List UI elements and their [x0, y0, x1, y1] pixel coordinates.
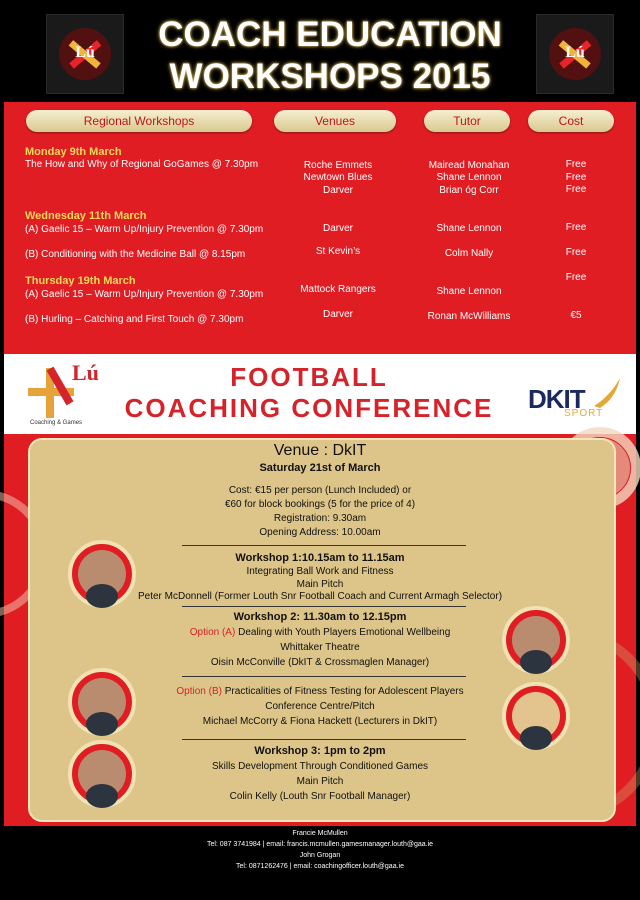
workshop-1-speaker: Peter McDonnell (Former Louth Snr Football Coach and Current Armagh Selector) — [137, 591, 503, 602]
speaker-avatar — [512, 616, 560, 664]
workshop-3-topic: Skills Development Through Conditioned Games — [211, 761, 429, 772]
venue-cell: Mattock Rangers — [300, 284, 376, 295]
speaker-photo-peter-mcdonnell — [68, 540, 136, 608]
svg-text:Lú: Lú — [75, 44, 95, 61]
tutor-cell: Shane Lennon — [436, 223, 502, 234]
speaker-photo-colin-kelly — [68, 740, 136, 808]
workshop-1-topic: Integrating Ball Work and Fitness — [246, 566, 394, 577]
cost-cell: Free — [565, 184, 587, 195]
venue-cell: Newtown Blues — [303, 172, 373, 183]
header — [0, 0, 640, 102]
divider — [182, 676, 466, 677]
dkit-swoosh-icon — [590, 376, 626, 410]
divider — [182, 606, 466, 607]
date-heading: Monday 9th March — [25, 146, 122, 158]
tutor-cell: Shane Lennon — [436, 172, 502, 183]
cost-line-2: €60 for block bookings (5 for the price of 4) — [224, 499, 416, 510]
contact-2-name: John Grogan — [299, 852, 341, 859]
opening-address-time: Opening Address: 10.00am — [259, 527, 381, 538]
venue-cell: Roche Emmets — [303, 160, 373, 171]
column-header-workshops: Regional Workshops — [26, 110, 252, 132]
speaker-avatar — [78, 678, 126, 726]
venue-cell: Darver — [322, 223, 353, 234]
conference-title-line-1: FOOTBALL — [230, 362, 388, 392]
contact-1-name: Francie McMullen — [292, 830, 348, 837]
dkit-sport-text: SPORT — [564, 408, 604, 419]
option-a-label: Option (A) — [189, 627, 236, 638]
speaker-photo-oisin-mcconville — [502, 606, 570, 674]
workshop-2a-location: Whittaker Theatre — [280, 642, 360, 653]
conference-title-line-2: COACHING CONFERENCE — [124, 393, 494, 423]
workshop-item: (A) Gaelic 15 – Warm Up/Injury Prevention @ 7.30pm — [25, 224, 264, 235]
lu-logo-right — [536, 14, 614, 94]
page-title — [130, 14, 530, 98]
workshop-3-speaker: Colin Kelly (Louth Snr Football Manager) — [229, 791, 411, 802]
column-header-cost: Cost — [528, 110, 614, 132]
conference-title — [114, 362, 504, 424]
conference-venue: Venue : DkIT — [273, 442, 367, 459]
workshop-item: (B) Conditioning with the Medicine Ball @ 8.15pm — [25, 249, 246, 260]
speaker-avatar — [78, 750, 126, 798]
workshop-1-title: Workshop 1:10.15am to 11.15am — [235, 552, 405, 564]
workshop-2a-topic: Dealing with Youth Players Emotional Wellbeing — [238, 627, 451, 638]
cost-cell: Free — [565, 172, 587, 183]
divider — [182, 545, 466, 546]
lu-logo-icon — [57, 26, 113, 82]
workshop-2b-speaker: Michael McCorry & Fiona Hackett (Lecturers in DkIT) — [202, 716, 438, 727]
cost-cell: Free — [565, 159, 587, 170]
date-heading: Wednesday 11th March — [25, 210, 147, 222]
workshop-2b-topic: Practicalities of Fitness Testing for Adolescent Players — [224, 686, 464, 697]
option-b-label: Option (B) — [176, 686, 222, 697]
workshop-3-location: Main Pitch — [296, 776, 344, 787]
cost-cell: Free — [565, 222, 587, 233]
lu-logo-icon — [547, 26, 603, 82]
column-header-tutor: Tutor — [424, 110, 510, 132]
venue-cell: St Kevin’s — [315, 246, 361, 257]
tutor-cell: Shane Lennon — [436, 286, 502, 297]
cost-cell: Free — [565, 272, 587, 283]
workshop-item: The How and Why of Regional GoGames @ 7.30pm — [25, 159, 259, 170]
speaker-photo-fiona-hackett — [502, 682, 570, 750]
conference-date: Saturday 21st of March — [259, 462, 381, 474]
conference-details — [4, 434, 636, 826]
contact-footer — [0, 826, 640, 900]
cost-cell: Free — [565, 247, 587, 258]
tutor-cell: Colm Nally — [444, 248, 494, 259]
column-header-venues: Venues — [274, 110, 396, 132]
workshop-1-location: Main Pitch — [296, 579, 344, 590]
lu-subtitle: Coaching & Games — [30, 420, 83, 426]
workshop-2a-speaker: Oisin McConville (DkIT & Crossmaglen Manager) — [210, 657, 430, 668]
conference-banner — [4, 354, 636, 434]
dkit-logo-text: DKIT — [528, 384, 585, 414]
workshop-2b-location: Conference Centre/Pitch — [265, 701, 375, 712]
contact-1-details: Tel: 087 3741984 | email: francis.mcmullen.gamesmanager.louth@gaa.ie — [206, 841, 434, 848]
tutor-cell: Ronan McWilliams — [427, 311, 511, 322]
tutor-cell: Mairead Monahan — [428, 160, 510, 171]
divider — [182, 739, 466, 740]
venue-cell: Darver — [322, 309, 353, 320]
speaker-photo-michael-mccorry — [68, 668, 136, 736]
workshop-item: (B) Hurling – Catching and First Touch @ 7.30pm — [25, 314, 244, 325]
venue-cell: Darver — [322, 185, 353, 196]
lu-logo-left — [46, 14, 124, 94]
speaker-avatar — [78, 550, 126, 598]
workshop-schedule — [4, 102, 636, 354]
workshop-item: (A) Gaelic 15 – Warm Up/Injury Prevention @ 7.30pm — [25, 289, 264, 300]
contact-2-details: Tel: 0871262476 | email: coachingofficer.louth@gaa.ie — [236, 863, 404, 870]
tutor-cell: Brian óg Corr — [439, 185, 499, 196]
title-line-1: COACH EDUCATION — [158, 15, 502, 54]
registration-time: Registration: 9.30am — [273, 513, 367, 524]
workshop-3-title: Workshop 3: 1pm to 2pm — [254, 745, 386, 757]
title-line-2: WORKSHOPS 2015 — [169, 57, 491, 96]
lu-coaching-logo-icon — [26, 358, 99, 420]
svg-text:Lú: Lú — [72, 360, 99, 385]
cost-cell: €5 — [570, 310, 582, 321]
date-heading: Thursday 19th March — [25, 275, 136, 287]
cost-line-1: Cost: €15 per person (Lunch Included) or — [228, 485, 412, 496]
svg-text:Lú: Lú — [565, 44, 585, 61]
workshop-2-title: Workshop 2: 11.30am to 12.15pm — [233, 611, 407, 623]
speaker-avatar — [512, 692, 560, 740]
